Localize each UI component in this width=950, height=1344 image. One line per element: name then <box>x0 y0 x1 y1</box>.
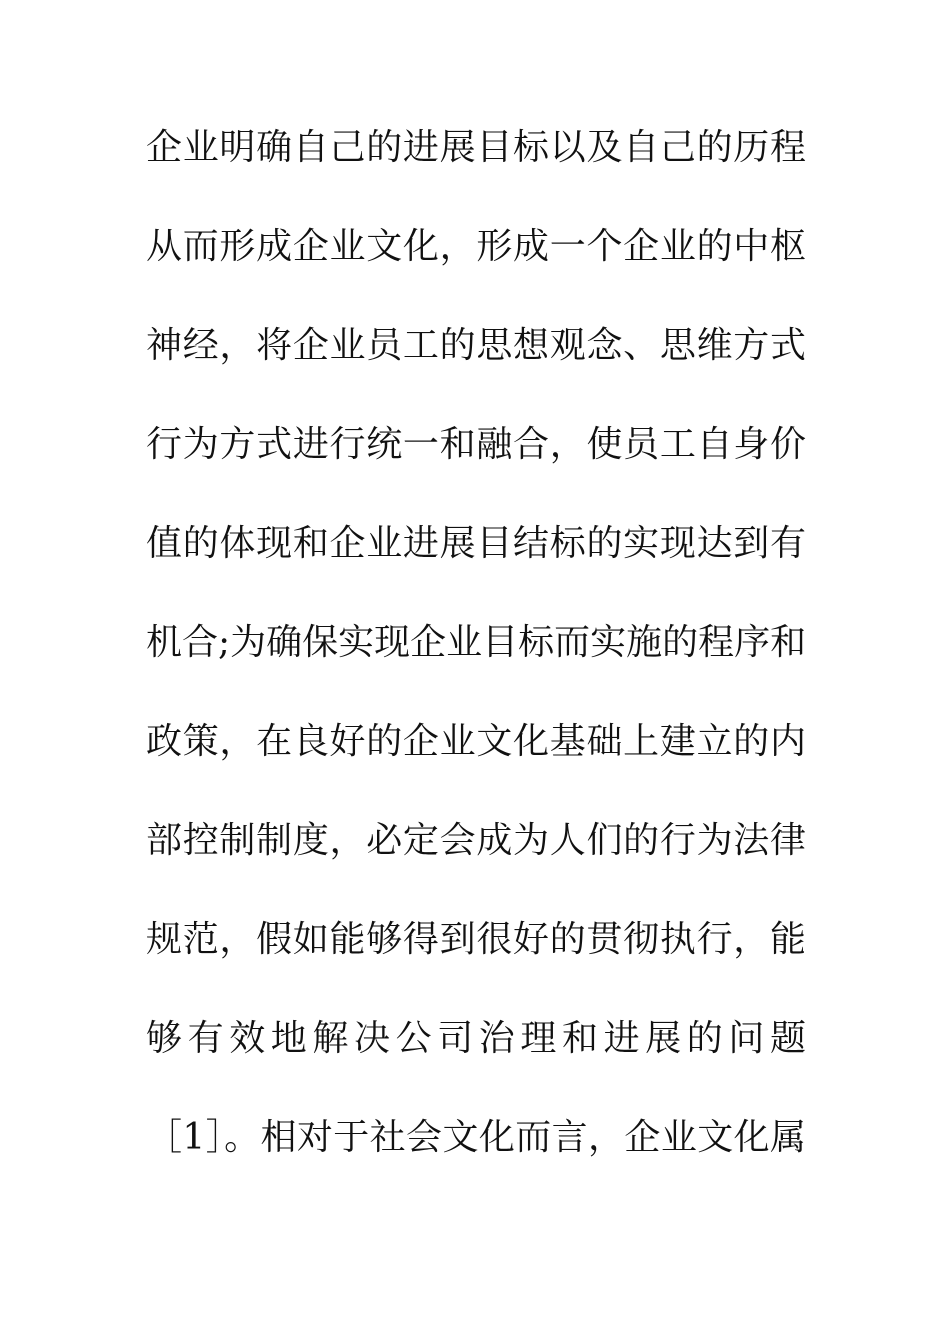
text-line-8: 部控制制度，必定会成为人们的行为法律 <box>146 820 806 861</box>
text-line-9: 规范，假如能够得到很好的贯彻执行，能 <box>146 919 806 960</box>
text-line-2: 从而形成企业文化，形成一个企业的中枢 <box>146 226 806 267</box>
text-line-1: 企业明确自己的进展目标以及自己的历程 <box>146 127 806 168</box>
text-line-4: 行为方式进行统一和融合，使员工自身价 <box>146 424 806 465</box>
text-line-5: 值的体现和企业进展目结标的实现达到有 <box>146 523 806 564</box>
text-line-7: 政策，在良好的企业文化基础上建立的内 <box>146 721 806 762</box>
text-line-3: 神经，将企业员工的思想观念、思维方式 <box>146 325 806 366</box>
body-text <box>146 120 806 1209</box>
text-line-11: ［1］。相对于社会文化而言，企业文化属 <box>146 1117 806 1158</box>
text-line-6: 机合;为确保实现企业目标而实施的程序和 <box>146 622 807 663</box>
text-line-10: 够有效地解决公司治理和进展的问题 <box>146 1018 806 1059</box>
